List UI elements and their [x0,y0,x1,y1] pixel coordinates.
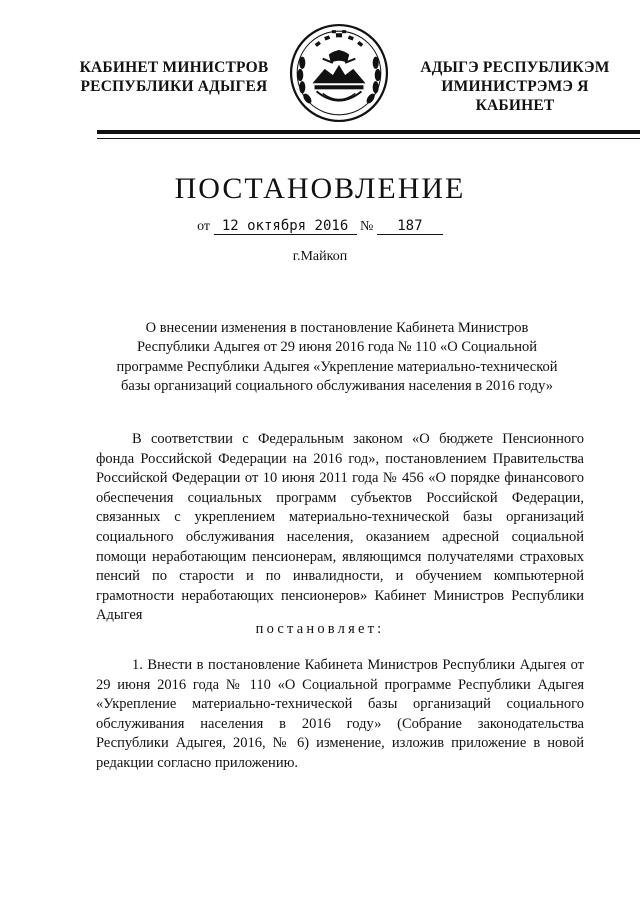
document-title: ПОСТАНОВЛЕНИЕ [174,172,466,205]
header-divider-thin [97,138,640,139]
clause-1-text: 1. Внести в постановление Кабинета Министров Республики Адыгея от 29 июня 2016 года № 110 «О Социальной программе Республики Адыгея «Укрепление материально-технической базы организаций социального обслуживания населения в 2016 году» (Собрание законодательства Республики Адыгея, 2016, № 6) изменение, изложив приложение в новой редакции согласно приложению. [96,657,584,771]
document-number: 187 [377,218,443,235]
document-subject [112,319,562,396]
adygea-coat-of-arms-icon [288,22,390,124]
document-city: г.Майкоп [292,249,348,264]
issuer-line-adyghe-1: АДЫГЭ РЕСПУБЛИКЭМ [420,59,610,76]
date-prefix: от [197,219,211,234]
number-prefix: № [360,219,374,234]
issuer-name-adyghe [400,58,630,115]
decree-word: постановляет: [255,621,385,637]
preamble-paragraph [96,430,584,626]
clause-1-paragraph [96,656,584,774]
subject-line: Республики Адыгея от 29 июня 2016 года № 110 «О Социальной [137,339,537,356]
header-divider-thick [97,130,640,134]
preamble-text: В соответствии с Федеральным законом «О бюджете Пенсионного фонда Российской Федерации на 2016 год», постановлением Правительства Российской Федерации от 10 июня 2011 года № 456 «О порядке финансового обеспечения социальных программ субъектов Российской Федерации, связанных с укреплением материально-технической базы организаций социального обслуживания населения, оказанием адресной социальной помощи неработающим пенсионерам, являющимся получателями страховых пенсий по старости и по инвалидности, и обучением компьютерной грамотности неработающих пенсионеров» Кабинет Министров Республики Адыгея [96,431,584,624]
subject-line: базы организаций социального обслуживания населения в 2016 году» [121,377,553,394]
issuer-line-adyghe-2: ИМИНИСТРЭМЭ Я КАБИНЕТ [441,78,589,114]
document-date: 12 октября 2016 [214,218,357,235]
subject-line: программе Республики Адыгея «Укрепление материально-технической [116,358,558,375]
issuer-name-russian [74,58,274,96]
subject-line: О внесении изменения в постановление Кабинета Министров [145,320,529,336]
issuer-line-2: РЕСПУБЛИКИ АДЫГЕЯ [80,78,268,95]
issuer-line-1: КАБИНЕТ МИНИСТРОВ [79,59,269,76]
document-date-line [0,218,640,235]
